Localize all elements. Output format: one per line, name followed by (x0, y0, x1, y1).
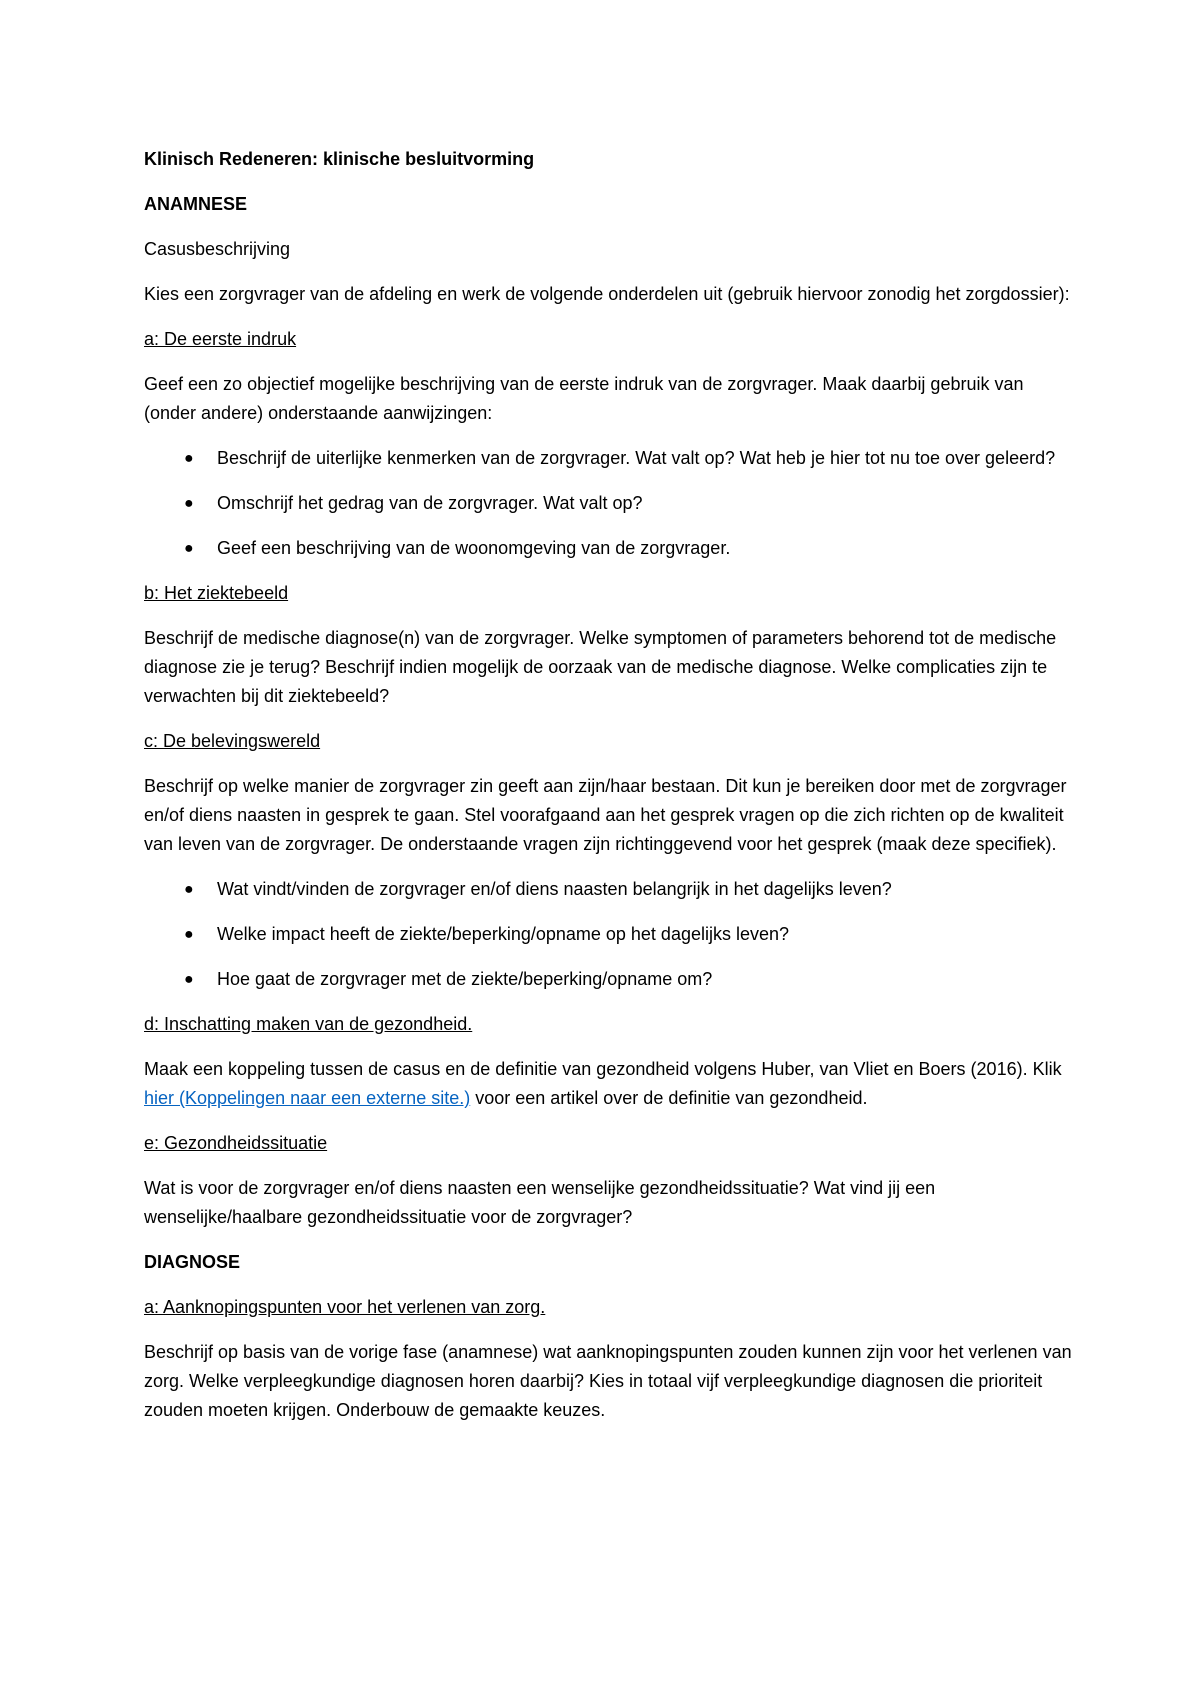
bullet-icon: ● (184, 926, 194, 943)
bullet-icon: ● (184, 540, 194, 557)
subheading-a-eerste-indruk: a: De eerste indruk (144, 329, 297, 349)
anamnese-intro: Kies een zorgvrager van de afdeling en werk de volgende onderdelen uit (gebruik hiervoor zonodig het zorgdossier): (144, 284, 1070, 304)
section-heading-anamnese: ANAMNESE (144, 194, 248, 214)
paragraph-e-gezondheidssituatie: Wat is voor de zorgvrager en/of diens naasten een wenselijke gezondheidssituatie? Wat vind jij een wenselijke/haalbare gezondheidssituatie voor de zorgvrager? (144, 1178, 936, 1227)
document-page (144, 145, 1074, 1441)
list-item: ● Beschrijf de uiterlijke kenmerken van de zorgvrager. Wat valt op? Wat heb je hier tot nu toe over geleerd? (144, 444, 1074, 473)
paragraph-diagnose-a: Beschrijf op basis van de vorige fase (anamnese) wat aanknopingspunten zouden kunnen zijn voor het verlenen van zorg. Welke verpleegkundige diagnosen horen daarbij? Kies in totaal vijf verpleegkundige diagnosen die prioriteit zouden moeten krijgen. Onderbouw de gemaakte keuzes. (144, 1342, 1072, 1420)
document-title: Klinisch Redeneren: klinische besluitvorming (144, 149, 535, 169)
subheading-b-ziektebeeld: b: Het ziektebeeld (144, 583, 289, 603)
casus-label: Casusbeschrijving (144, 239, 291, 259)
list-item: ● Hoe gaat de zorgvrager met de ziekte/beperking/opname om? (144, 965, 1074, 994)
paragraph-b-ziektebeeld: Beschrijf de medische diagnose(n) van de zorgvrager. Welke symptomen of parameters behorend tot de medische diagnose zie je terug? Beschrijf indien mogelijk de oorzaak van de medische diagnose. Welke complicaties zijn te verwachten bij dit ziektebeeld? (144, 628, 1057, 706)
subheading-e-gezondheidssituatie: e: Gezondheidssituatie (144, 1133, 328, 1153)
subheading-d-inschatting: d: Inschatting maken van de gezondheid. (144, 1014, 473, 1034)
paragraph-c-belevingswereld: Beschrijf op welke manier de zorgvrager zin geeft aan zijn/haar bestaan. Dit kun je bereiken door met de zorgvrager en/of diens naasten in gesprek te gaan. Stel voorafgaand aan het gesprek vragen op die zich richten op de kwaliteit van leven van de zorgvrager. De onderstaande vragen zijn richtinggevend voor het gesprek (maak deze specifiek). (144, 776, 1067, 854)
bullet-icon: ● (184, 450, 194, 467)
external-article-link[interactable]: hier (Koppelingen naar een externe site.) (144, 1088, 471, 1108)
bullet-list-a (144, 444, 1074, 563)
list-item: ● Welke impact heeft de ziekte/beperking/opname op het dagelijks leven? (144, 920, 1074, 949)
paragraph-a-eerste-indruk: Geef een zo objectief mogelijke beschrijving van de eerste indruk van de zorgvrager. Maak daarbij gebruik van (onder andere) onderstaande aanwijzingen: (144, 374, 1024, 423)
bullet-icon: ● (184, 881, 194, 898)
bullet-list-c (144, 875, 1074, 994)
list-item: ● Omschrijf het gedrag van de zorgvrager. Wat valt op? (144, 489, 1074, 518)
list-item: ● Geef een beschrijving van de woonomgeving van de zorgvrager. (144, 534, 1074, 563)
bullet-icon: ● (184, 495, 194, 512)
bullet-icon: ● (184, 971, 194, 988)
subheading-diagnose-a: a: Aanknopingspunten voor het verlenen van zorg. (144, 1297, 546, 1317)
list-item: ● Wat vindt/vinden de zorgvrager en/of diens naasten belangrijk in het dagelijks leven? (144, 875, 1074, 904)
section-heading-diagnose: DIAGNOSE (144, 1252, 241, 1272)
subheading-c-belevingswereld: c: De belevingswereld (144, 731, 321, 751)
paragraph-d-inschatting: Maak een koppeling tussen de casus en de definitie van gezondheid volgens Huber, van Vliet en Boers (2016). Klik hier (Koppelingen naar een externe site.) voor een artikel over de definitie van gezondheid. (144, 1059, 1062, 1108)
